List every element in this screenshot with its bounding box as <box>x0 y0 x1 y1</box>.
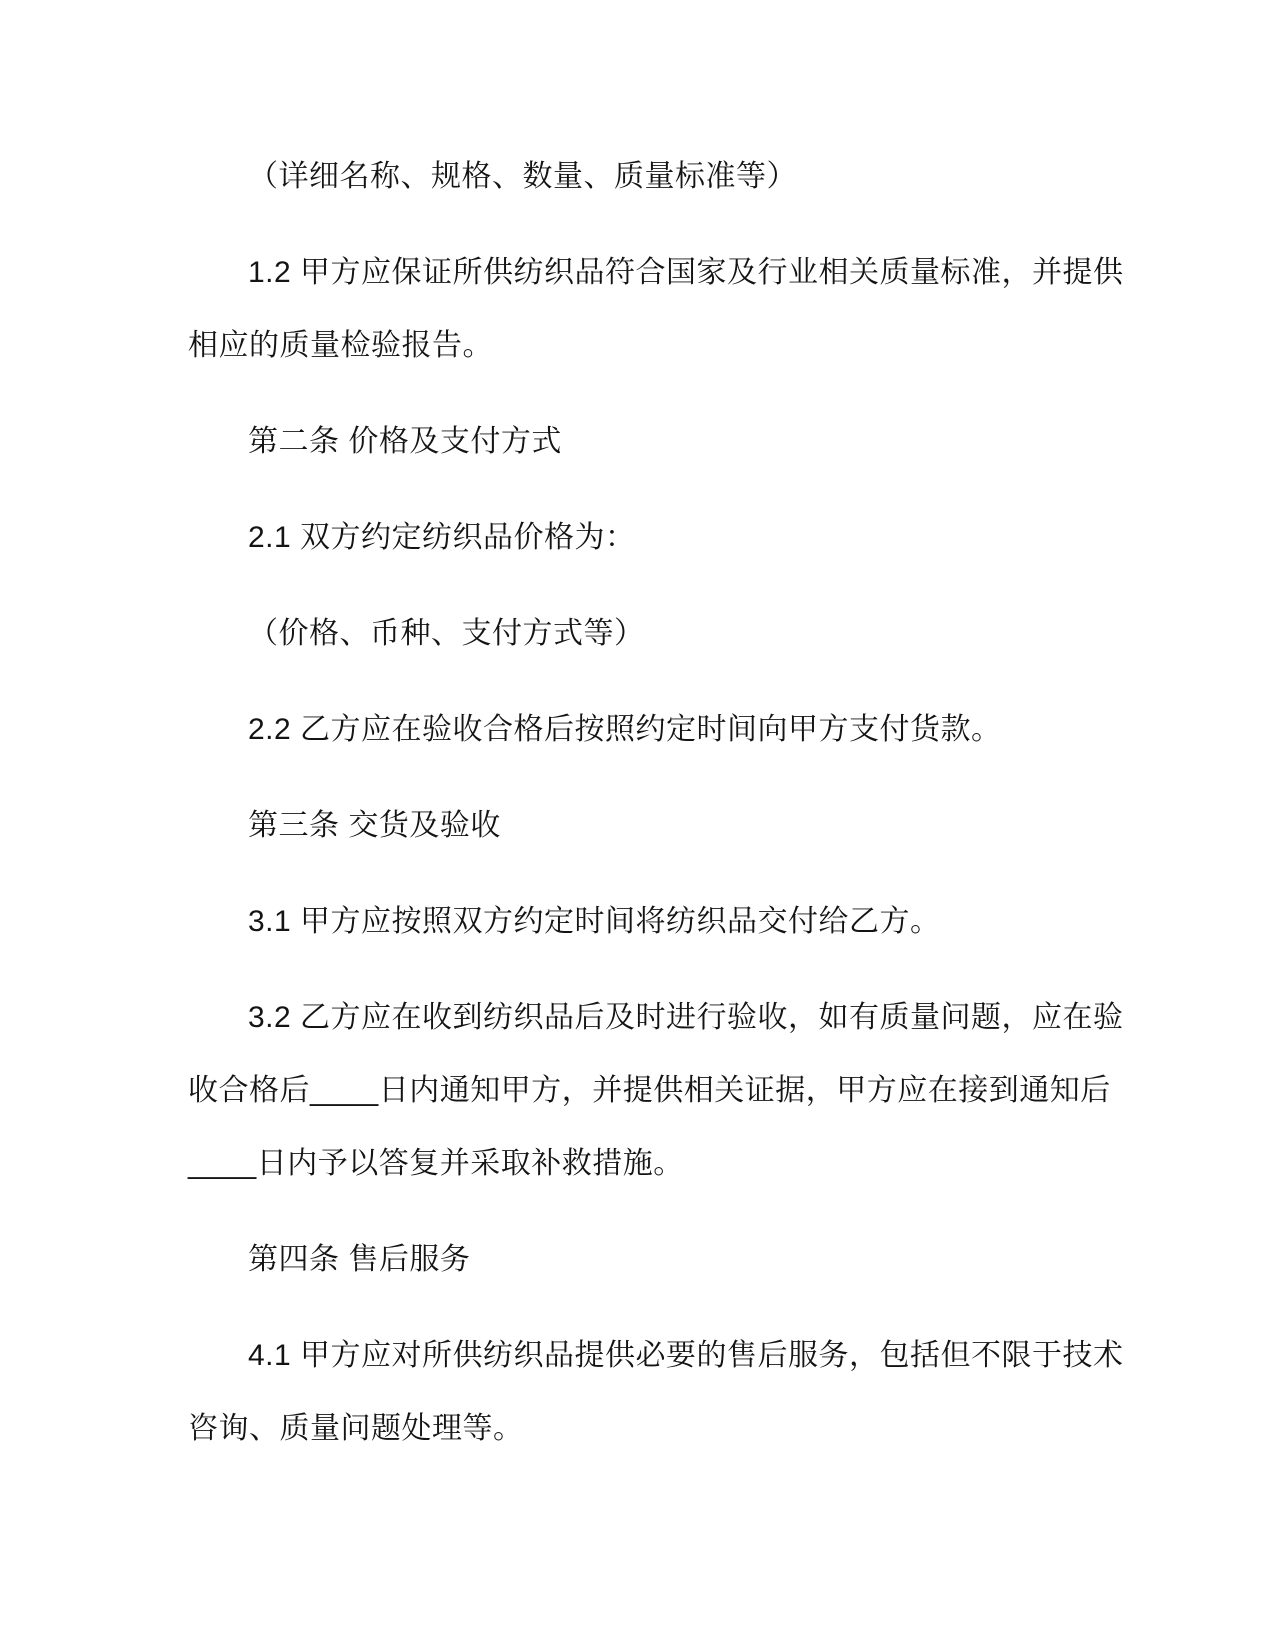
section-heading: 第二条 价格及支付方式 <box>248 425 562 458</box>
contract-line: ____日内予以答复并采取补救措施。 <box>188 1147 684 1180</box>
contract-paragraph <box>188 140 1085 213</box>
contract-paragraph <box>188 236 1124 382</box>
contract-body <box>188 140 1124 1465</box>
contract-paragraph <box>188 981 1124 1200</box>
contract-line: 1.2 甲方应保证所供纺织品符合国家及行业相关质量标准，并提供 <box>248 256 1124 289</box>
section-paragraph <box>188 789 1085 862</box>
contract-line: 2.1 双方约定纺织品价格为： <box>248 521 636 554</box>
contract-paragraph <box>188 693 1085 766</box>
contract-line: 相应的质量检验报告。 <box>188 329 493 362</box>
contract-paragraph <box>188 1319 1124 1465</box>
contract-line: 3.1 甲方应按照双方约定时间将纺织品交付给乙方。 <box>248 905 941 938</box>
contract-line: 收合格后____日内通知甲方，并提供相关证据，甲方应在接到通知后 <box>188 1074 1111 1107</box>
section-heading: 第四条 售后服务 <box>248 1243 471 1276</box>
contract-paragraph <box>188 597 1085 670</box>
section-paragraph <box>188 1223 1085 1296</box>
contract-line: 3.2 乙方应在收到纺织品后及时进行验收，如有质量问题，应在验 <box>248 1001 1124 1034</box>
contract-line: 2.2 乙方应在验收合格后按照约定时间向甲方支付货款。 <box>248 713 1002 746</box>
contract-line: 4.1 甲方应对所供纺织品提供必要的售后服务，包括但不限于技术 <box>248 1339 1124 1372</box>
contract-line: （价格、币种、支付方式等） <box>248 617 645 650</box>
section-paragraph <box>188 405 1085 478</box>
contract-line: 咨询、质量问题处理等。 <box>188 1412 524 1445</box>
contract-paragraph <box>188 885 1085 958</box>
contract-line: （详细名称、规格、数量、质量标准等） <box>248 160 797 193</box>
section-heading: 第三条 交货及验收 <box>248 809 501 842</box>
contract-paragraph <box>188 501 1085 574</box>
